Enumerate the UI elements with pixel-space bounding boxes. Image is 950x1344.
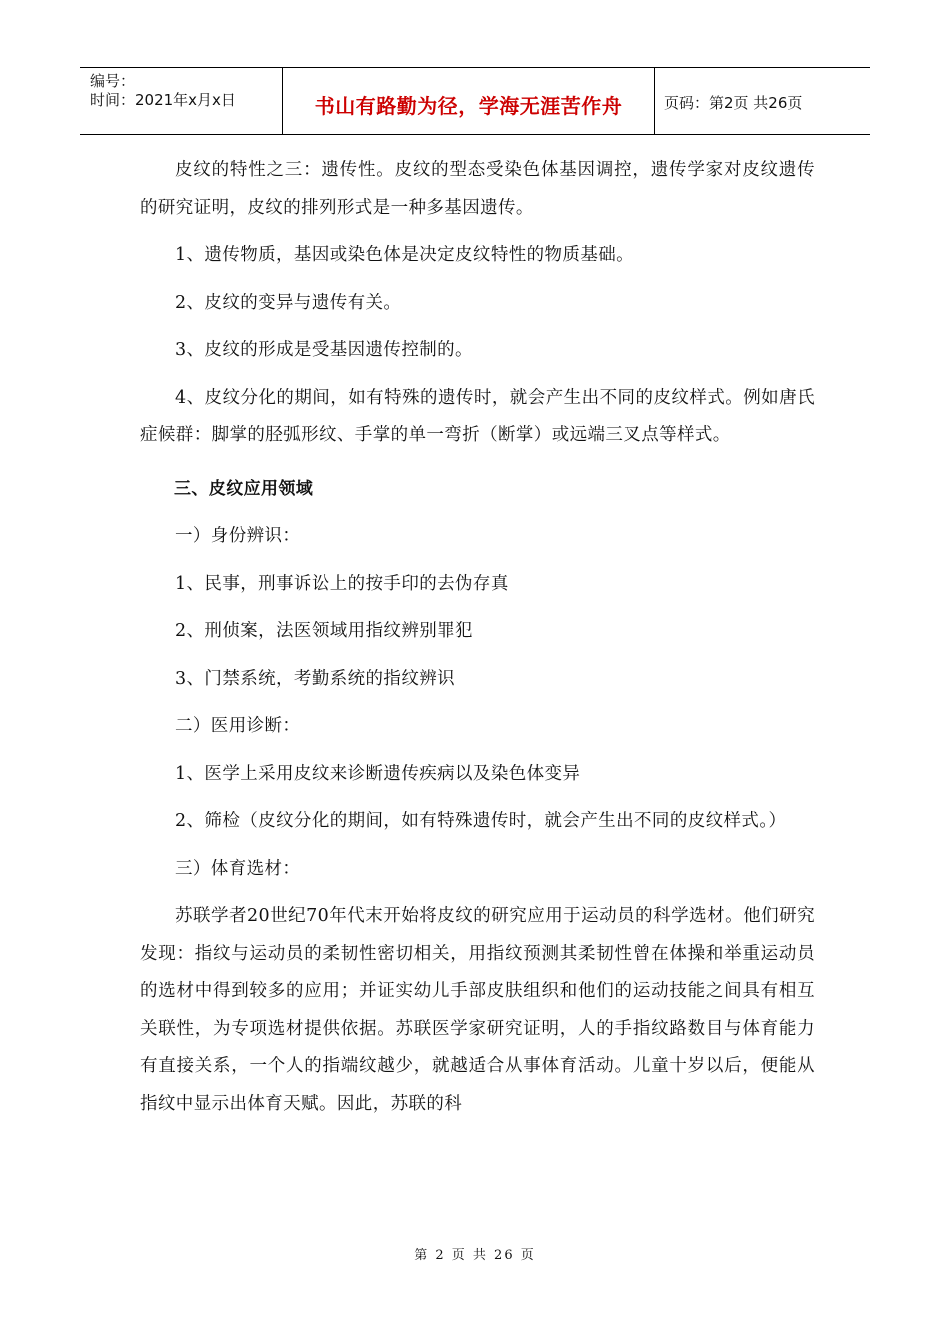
list-item: 3、皮纹的形成是受基因遗传控制的。 [175,340,473,360]
paragraph: 皮纹的特性之三：遗传性。皮纹的型态受染色体基因调控，遗传学家对皮纹遗传的研究证明，皮纹的排列形式是一种多基因遗传。 [140,160,815,218]
list-item: 1、民事，刑事诉讼上的按手印的去伪存真 [175,573,509,594]
list-item: 1、医学上采用皮纹来诊断遗传疾病以及染色体变异 [175,763,581,784]
list-item: 4、皮纹分化的期间，如有特殊的遗传时，就会产生出不同的皮纹样式。例如唐氏症候群：脚掌的胫弧形纹、手掌的单一弯折（断掌）或远端三叉点等样式。 [140,387,815,445]
header-meta-cell [80,68,282,134]
list-item: 2、刑侦案，法医领域用指纹辨别罪犯 [175,621,473,641]
list-item: 3、门禁系统，考勤系统的指纹辨识 [175,668,456,689]
list-item: 1、遗传物质，基因或染色体是决定皮纹特性的物质基础。 [175,245,635,265]
page-number-label: 页码：第2页 共26页 [664,93,803,112]
footer-page-number: 第 2 页 共 26 页 [414,1248,536,1263]
list-item: 2、筛检（皮纹分化的期间，如有特殊遗传时，就会产生出不同的皮纹样式。） [175,811,787,831]
date-label: 时间：2021年x月x日 [90,91,236,109]
number-label: 编号： [90,72,136,90]
subsection-heading: 三）体育选材： [175,858,301,879]
header-page-cell [655,68,870,134]
document-body [140,152,815,1133]
motto-text: 书山有路勤为径，学海无涯苦作舟 [314,93,623,118]
subsection-heading: 一）身份辨识： [175,526,301,546]
section-heading: 三、皮纹应用领域 [174,478,314,499]
header-table [80,67,870,135]
paragraph: 苏联学者20世纪70年代末开始将皮纹的研究应用于运动员的科学选材。他们研究发现：指纹与运动员的柔韧性密切相关，用指纹预测其柔韧性曾在体操和举重运动员的选材中得到较多的应用；并证实幼儿手部皮肤组织和他们的运动技能之间具有相互关联性，为专项选材提供依据。苏联医学家研究证明，人的手指纹路数目与体育能力有直接关系，一个人的指端纹越少，就越适合从事体育活动。儿童十岁以后，便能从指纹中显示出体育天赋。因此，苏联的科 [140,906,815,1114]
list-item: 2、皮纹的变异与遗传有关。 [175,292,402,313]
page-footer [0,1244,950,1263]
header-motto-cell [282,68,655,134]
subsection-heading: 二）医用诊断： [175,716,301,736]
